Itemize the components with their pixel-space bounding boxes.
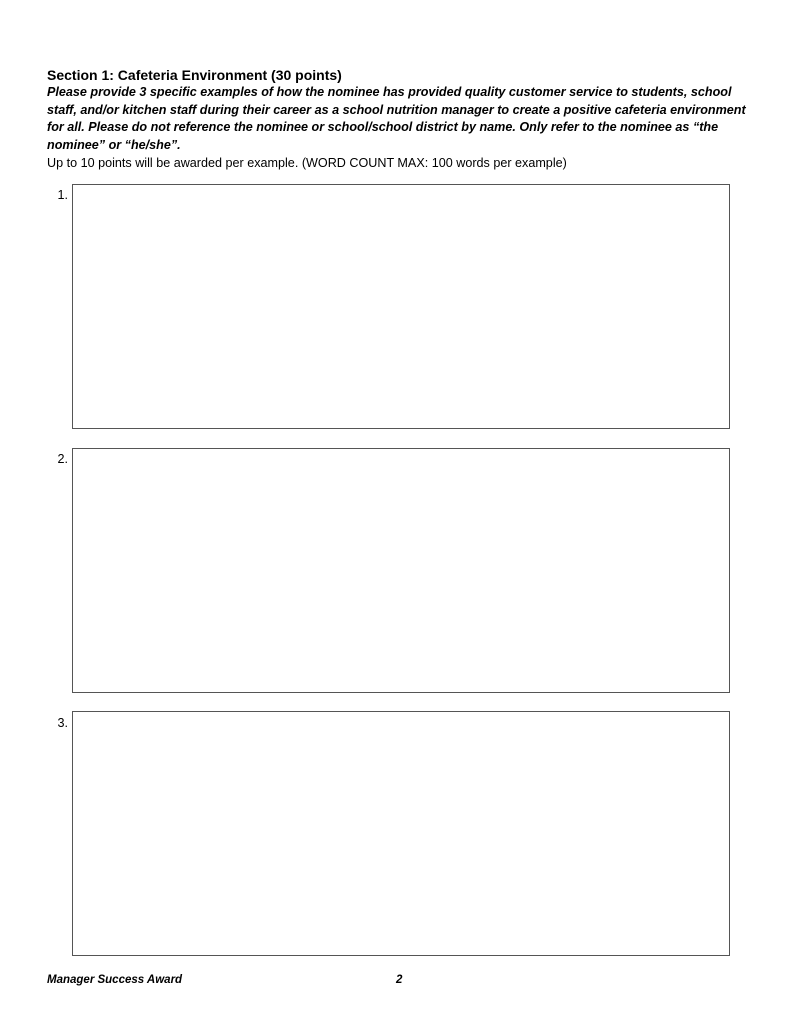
example-label-3: 3. — [57, 716, 68, 730]
section-instructions: Please provide 3 specific examples of how the nominee has provided quality customer service to students, school staff, and/or kitchen staff during their career as a school nutrition manager to create a positive cafeteria environment for all. Please do not reference the nominee or school/school district by name. Only refer to the nominee as “the nominee” or “he/she”. — [47, 85, 746, 152]
example-label-1: 1. — [57, 188, 68, 202]
example-answer-box-2[interactable] — [72, 448, 730, 693]
section-title: Section 1: Cafeteria Environment (30 points) — [47, 67, 342, 83]
footer-page-number: 2 — [396, 974, 403, 986]
example-answer-box-1[interactable] — [72, 184, 730, 429]
example-label-2: 2. — [57, 452, 68, 466]
points-note: Up to 10 points will be awarded per example. (WORD COUNT MAX: 100 words per example) — [47, 156, 567, 170]
footer-title: Manager Success Award — [47, 974, 183, 986]
example-answer-box-3[interactable] — [72, 711, 730, 956]
